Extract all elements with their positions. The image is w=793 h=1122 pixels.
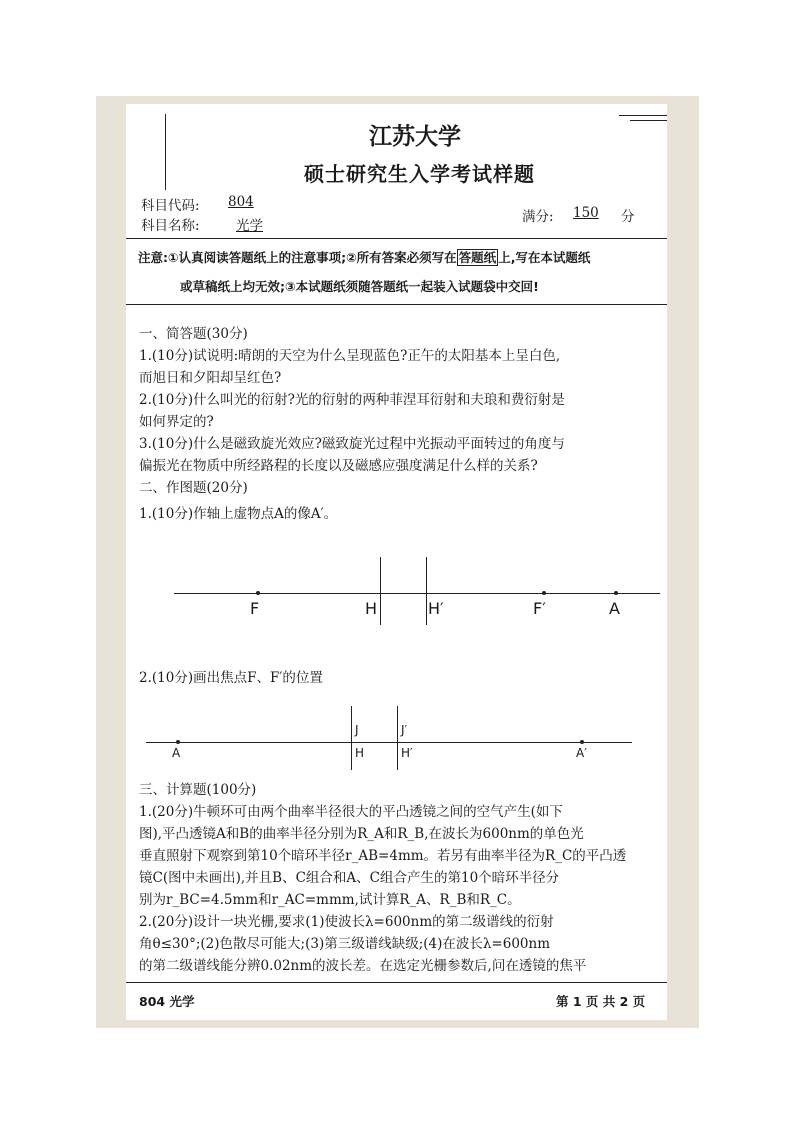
notice-label: 注意: bbox=[138, 250, 168, 265]
notice-top-border bbox=[126, 238, 667, 239]
footer-page-info: 第 1 页 共 2 页 bbox=[556, 994, 646, 1009]
d2-label-ap: A′ bbox=[576, 746, 587, 760]
full-score-unit: 分 bbox=[621, 209, 635, 225]
d1-point-f bbox=[256, 591, 260, 595]
section2-title: 二、作图题(20分) bbox=[139, 480, 248, 496]
s1-q2-line1: 2.(10分)什么叫光的衍射?光的衍射的两种菲涅耳衍射和夫琅和费衍射是 bbox=[139, 392, 565, 408]
s1-q1-line2: 而旭日和夕阳却呈红色? bbox=[139, 370, 282, 386]
section1-title: 一、简答题(30分) bbox=[139, 326, 248, 342]
d2-principal-plane-jp bbox=[397, 706, 398, 770]
s1-q2-line2: 如何界定的? bbox=[139, 414, 214, 430]
s3-q1-line4: 镜C(图中未画出),并且B、C组合和A、C组合产生的第10个暗环半径分 bbox=[139, 870, 560, 886]
s1-q3-line2: 偏振光在物质中所经路程的长度以及磁感应强度满足什么样的关系? bbox=[139, 458, 538, 474]
d2-label-j: J bbox=[355, 723, 359, 737]
d1-label-fp: F′ bbox=[533, 599, 546, 618]
header-right-line bbox=[619, 115, 667, 116]
answer-sheet-highlight: 答题纸 bbox=[458, 250, 497, 265]
s1-q1-line1: 1.(10分)试说明:晴朗的天空为什么呈现蓝色?正午的太阳基本上呈白色, bbox=[139, 348, 561, 364]
d1-label-hp: H′ bbox=[428, 599, 444, 618]
d1-label-a: A bbox=[609, 599, 620, 618]
s3-q1-line2: 图),平凸透镜A和B的曲率半径分别为R_A和R_B,在波长为600nm的单色光 bbox=[139, 826, 584, 842]
university-name: 江苏大学 bbox=[369, 124, 461, 150]
s3-q2-line2: 角θ≤30°;(2)色散尽可能大;(3)第三级谱线缺级;(4)在波长λ=600nm bbox=[139, 936, 551, 952]
subject-code-value: 804 bbox=[228, 194, 254, 210]
subject-name-value: 光学 bbox=[236, 218, 263, 234]
subject-code-label: 科目代码: bbox=[141, 198, 200, 214]
d2-point-a bbox=[176, 740, 180, 744]
full-score-value: 150 bbox=[573, 205, 599, 221]
exam-title: 硕士研究生入学考试样题 bbox=[304, 162, 535, 186]
notice-bottom-border bbox=[126, 304, 667, 305]
s3-q2-line1: 2.(20分)设计一块光栅,要求(1)使波长λ=600nm的第二级谱线的衍射 bbox=[139, 914, 554, 930]
footer-rule bbox=[126, 982, 667, 983]
subject-name-label: 科目名称: bbox=[141, 218, 200, 234]
d1-principal-plane-hp bbox=[426, 557, 427, 625]
section3-title: 三、计算题(100分) bbox=[139, 782, 257, 798]
d1-label-h: H bbox=[365, 599, 378, 618]
s3-q1-line3: 垂直照射下观察到第10个暗环半径r_AB=4mm。若另有曲率半径为R_C的平凸透 bbox=[139, 848, 627, 864]
d1-point-a bbox=[614, 591, 618, 595]
footer-left: 804 光学 bbox=[139, 994, 195, 1009]
notice-text-1b: 上,写在本试题纸 bbox=[498, 250, 591, 265]
d2-label-h: H bbox=[355, 746, 365, 760]
s2-q1: 1.(10分)作轴上虚物点A的像A′。 bbox=[139, 506, 338, 522]
d2-label-hp: H′ bbox=[401, 746, 413, 760]
d1-label-f: F bbox=[250, 599, 260, 618]
notice-text-1a: ①认真阅读答题纸上的注意事项;②所有答案必须写在 bbox=[168, 250, 457, 265]
d2-principal-plane-j bbox=[351, 706, 352, 770]
header-left-line bbox=[165, 114, 166, 190]
notice-line-1 bbox=[138, 248, 590, 266]
d2-optical-axis bbox=[146, 742, 632, 743]
header-right-line-2 bbox=[630, 120, 667, 121]
d1-point-fp bbox=[542, 591, 546, 595]
notice-line-2: 或草稿纸上均无效;③本试题纸须随答题纸一起装入试题袋中交回! bbox=[180, 279, 539, 294]
d1-optical-axis bbox=[174, 593, 660, 594]
s3-q1-line5: 别为r_BC=4.5mm和r_AC=mmm,试计算R_A、R_B和R_C。 bbox=[139, 892, 521, 908]
s3-q2-line3: 的第二级谱线能分辨0.02nm的波长差。在选定光栅参数后,问在透镜的焦平 bbox=[139, 958, 587, 974]
s1-q3-line1: 3.(10分)什么是磁致旋光效应?磁致旋光过程中光振动平面转过的角度与 bbox=[139, 436, 565, 452]
d2-point-ap bbox=[580, 740, 584, 744]
full-score-label: 满分: bbox=[522, 209, 554, 225]
d2-label-a: A bbox=[172, 746, 181, 760]
d1-principal-plane-h bbox=[380, 557, 381, 625]
d2-label-jp: J′ bbox=[401, 723, 408, 737]
s2-q2: 2.(10分)画出焦点F、F′的位置 bbox=[139, 670, 323, 686]
s3-q1-line1: 1.(20分)牛顿环可由两个曲率半径很大的平凸透镜之间的空气产生(如下 bbox=[139, 804, 563, 820]
